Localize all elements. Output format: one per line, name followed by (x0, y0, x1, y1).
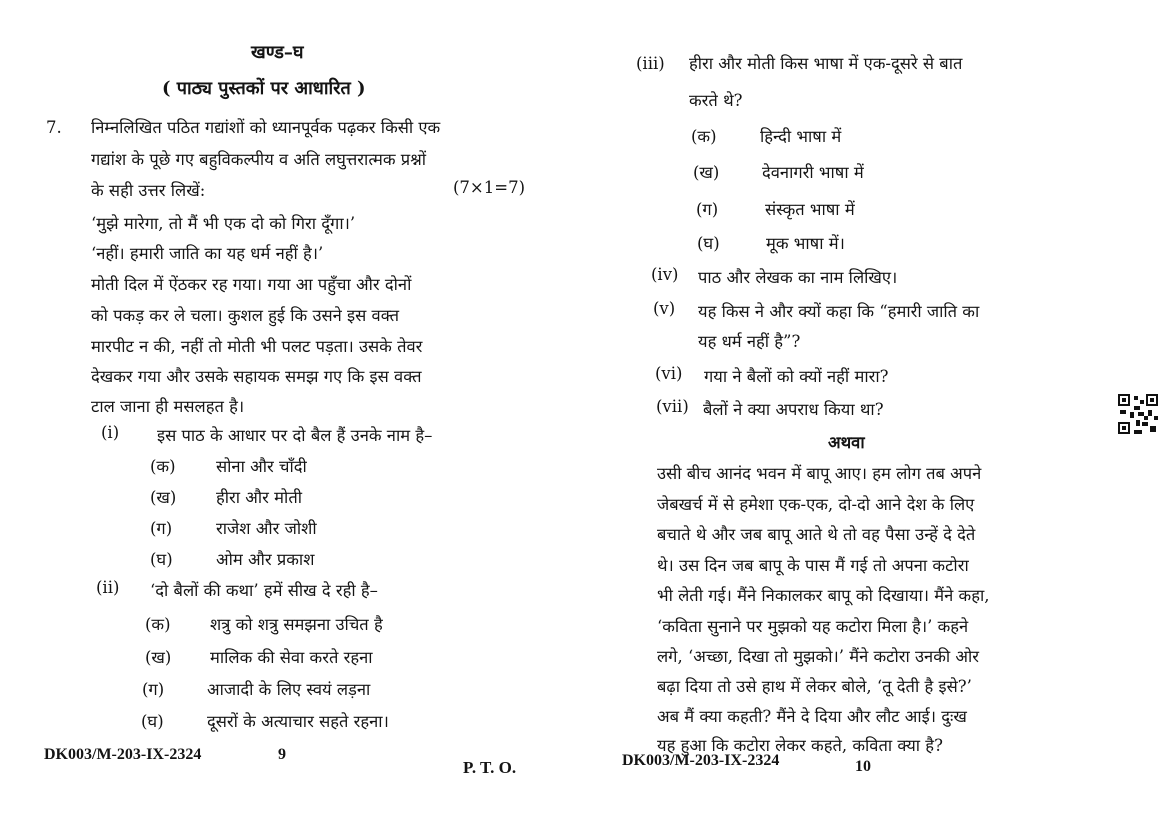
option-text: मालिक की सेवा करते रहना (210, 648, 373, 667)
passage2-line: जेबखर्च में से हमेशा एक-एक, दो-दो आने देश के लिए (657, 495, 975, 514)
option-text: मूक भाषा में। (766, 234, 845, 253)
page-number: 10 (855, 758, 871, 775)
passage2-line: ‘कविता सुनाने पर मुझको यह कटोरा मिला है।’ कहने (657, 617, 969, 636)
option-label: (घ) (150, 550, 173, 569)
passage-line: मोती दिल में ऐंठकर रह गया। गया आ पहुँचा और दोनों (91, 275, 412, 294)
footer-code: DK003/M-203-IX-2324 (44, 746, 202, 763)
passage2-line: बचाते थे और जब बापू आते थे तो वह पैसा उन्हें दे देते (657, 525, 976, 544)
q1-number: (i) (101, 423, 120, 442)
option-text: संस्कृत भाषा में (765, 200, 855, 219)
section-title: खण्ड–घ (251, 42, 304, 63)
option-label: (क) (150, 457, 176, 476)
instruction-line-2: गद्यांश के पूछे गए बहुविकल्पीय व अति लघुत्तरात्मक प्रश्नों (91, 150, 427, 169)
q3-text-line-2: करते थे? (689, 91, 743, 110)
q5-text-line-2: यह धर्म नहीं है”? (698, 332, 801, 351)
option-label: (क) (145, 615, 171, 634)
option-text: ओम और प्रकाश (216, 550, 315, 569)
option-text: शत्रु को शत्रु समझना उचित है (210, 615, 383, 634)
passage-line: ‘नहीं। हमारी जाति का यह धर्म नहीं है।’ (91, 244, 324, 263)
option-label: (ख) (150, 488, 177, 507)
passage2-line: लगे, ‘अच्छा, दिखा तो मुझको।’ मैंने कटोरा उनकी ओर (657, 647, 980, 666)
passage-line: ‘मुझे मारेगा, तो मैं भी एक दो को गिरा दूँगा।’ (91, 214, 356, 233)
qr-code-icon (1118, 394, 1158, 434)
q3-text-line-1: हीरा और मोती किस भाषा में एक-दूसरे से बात (689, 54, 963, 73)
option-text: दूसरों के अत्याचार सहते रहना। (207, 712, 389, 731)
option-text: हिन्दी भाषा में (760, 127, 842, 146)
passage2-line: अब मैं क्या कहती? मैंने दे दिया और लौट आई। दुःख (657, 707, 967, 726)
athva-heading: अथवा (828, 433, 865, 452)
q5-text-line-1: यह किस ने और क्यों कहा कि “हमारी जाति का (698, 302, 980, 321)
passage-line: देखकर गया और उसके सहायक समझ गए कि इस वक्त (91, 367, 422, 386)
option-label: (ग) (150, 519, 173, 538)
option-text: आजादी के लिए स्वयं लड़ना (207, 680, 371, 699)
q6-number: (vi) (655, 364, 683, 383)
instruction-line-3: के सही उत्तर लिखें: (91, 181, 206, 200)
option-text: देवनागरी भाषा में (762, 163, 864, 182)
q1-text: इस पाठ के आधार पर दो बैल हैं उनके नाम है– (157, 426, 433, 445)
q2-number: (ii) (96, 578, 120, 597)
passage-line: टाल जाना ही मसलहत है। (91, 397, 245, 416)
passage2-line: बढ़ा दिया तो उसे हाथ में लेकर बोले, ‘तू देती है इसे?’ (657, 677, 972, 696)
passage-line: मारपीट न की, नहीं तो मोती भी पलट पड़ता। उसके तेवर (91, 337, 423, 356)
q2-text: ‘दो बैलों की कथा’ हमें सीख दे रही है– (150, 581, 378, 600)
marks: (7×1=7) (453, 178, 526, 197)
passage2-line: भी लेती गई। मैंने निकालकर बापू को दिखाया। मैंने कहा, (657, 586, 990, 605)
option-text: राजेश और जोशी (216, 519, 317, 538)
option-label: (क) (691, 127, 717, 146)
option-label: (ग) (142, 680, 165, 699)
q6-text: गया ने बैलों को क्यों नहीं मारा? (704, 367, 889, 386)
section-subtitle: ( पाठ्य पुस्तकों पर आधारित ) (162, 78, 366, 99)
page-number: 9 (278, 746, 286, 763)
q4-text: पाठ और लेखक का नाम लिखिए। (698, 268, 898, 287)
passage2-line: उसी बीच आनंद भवन में बापू आए। हम लोग तब अपने (657, 464, 982, 483)
q3-number: (iii) (636, 54, 665, 73)
option-label: (ग) (696, 200, 719, 219)
option-label: (घ) (141, 712, 164, 731)
option-label: (ख) (145, 648, 172, 667)
option-label: (घ) (697, 234, 720, 253)
footer-code: DK003/M-203-IX-2324 (622, 752, 780, 769)
q5-number: (v) (653, 299, 676, 318)
q7-number: (vii) (656, 397, 689, 416)
instruction-line-1: निम्नलिखित पठित गद्यांशों को ध्यानपूर्वक पढ़कर किसी एक (91, 118, 441, 137)
pto: P. T. O. (463, 758, 517, 777)
option-label: (ख) (693, 163, 720, 182)
q7-text: बैलों ने क्या अपराध किया था? (703, 400, 884, 419)
passage2-line: यह हुआ कि कटोरा लेकर कहते, कविता क्या है? (657, 736, 943, 755)
option-text: हीरा और मोती (216, 488, 302, 507)
option-text: सोना और चाँदी (216, 457, 307, 476)
passage2-line: थे। उस दिन जब बापू के पास मैं गई तो अपना कटोरा (657, 556, 969, 575)
question-number: 7. (46, 118, 62, 137)
passage-line: को पकड़ कर ले चला। कुशल हुई कि उसने इस वक्त (91, 306, 399, 325)
q4-number: (iv) (651, 265, 679, 284)
